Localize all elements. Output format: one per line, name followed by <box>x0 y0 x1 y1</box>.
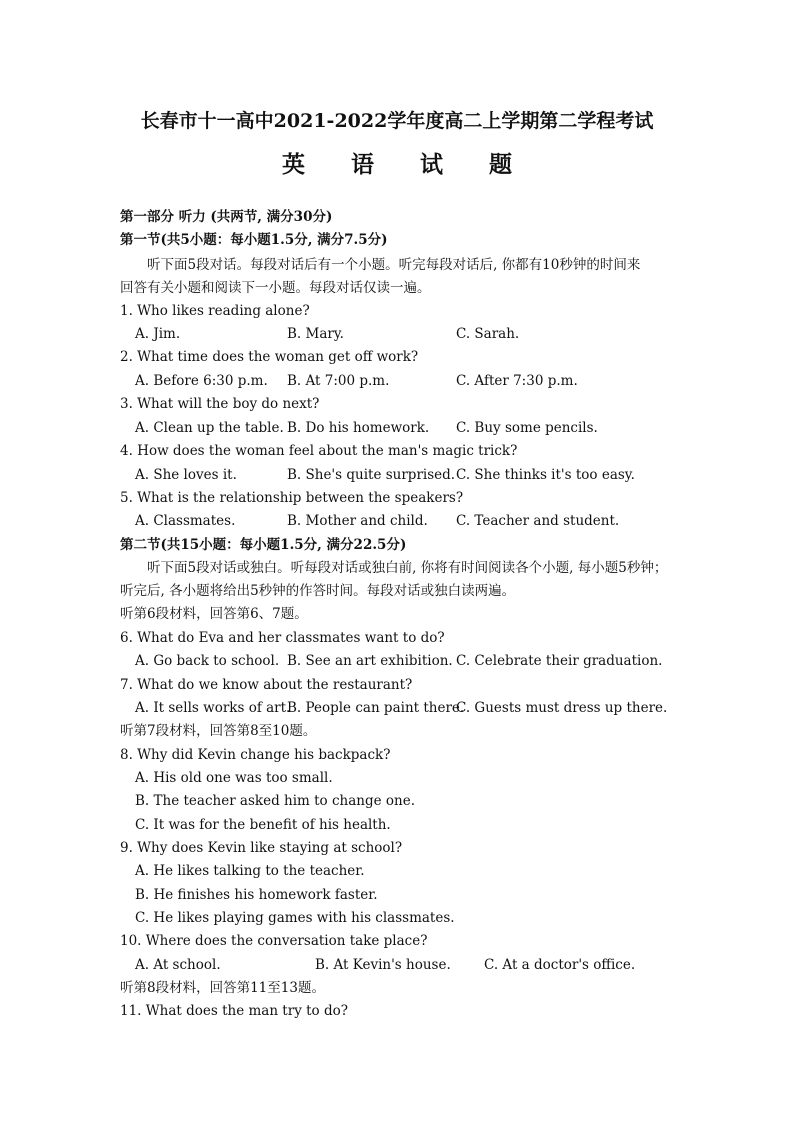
subject-char: 英 <box>282 151 305 178</box>
question-1: 1. Who likes reading alone? <box>120 303 310 319</box>
q6-option-c: C. Celebrate their graduation. <box>456 653 663 669</box>
subject-char: 语 <box>351 151 374 178</box>
part1-heading: 第一部分 听力 (共两节, 满分30分) <box>120 209 333 225</box>
q2-option-a: A. Before 6:30 p.m. <box>135 373 268 389</box>
section2-instructions-2: 听完后, 各小题将给出5秒钟的作答时间。每段对话或独白读两遍。 <box>120 583 516 599</box>
q8-option-a: A. His old one was too small. <box>135 770 333 786</box>
question-2: 2. What time does the woman get off work? <box>120 349 419 365</box>
section2-heading: 第二节(共15小题：每小题1.5分, 满分22.5分) <box>120 537 407 553</box>
material-7-instruction: 听第7段材料，回答第8至10题。 <box>120 723 317 739</box>
question-8: 8. Why did Kevin change his backpack? <box>120 747 391 763</box>
q2-option-c: C. After 7:30 p.m. <box>456 373 578 389</box>
q4-option-c: C. She thinks it's too easy. <box>456 467 635 483</box>
q3-option-c: C. Buy some pencils. <box>456 420 598 436</box>
q8-option-b: B. The teacher asked him to change one. <box>135 793 415 809</box>
q4-option-a: A. She loves it. <box>135 467 237 483</box>
q9-option-c: C. He likes playing games with his classmates. <box>135 910 455 926</box>
q5-option-a: A. Classmates. <box>135 513 236 529</box>
q6-option-a: A. Go back to school. <box>135 653 280 669</box>
section2-instructions-1: 听下面5段对话或独白。听每段对话或独白前, 你将有时间阅读各个小题, 每小题5秒钟； <box>147 560 668 576</box>
q10-option-b: B. At Kevin's house. <box>315 957 451 973</box>
section1-instructions-2: 回答有关小题和阅读下一小题。每段对话仅读一遍。 <box>120 280 431 296</box>
section1-instructions-1: 听下面5段对话。每段对话后有一个小题。听完每段对话后, 你都有10秒钟的时间来 <box>147 257 641 273</box>
q7-option-b: B. People can paint there. <box>287 700 465 716</box>
q4-option-b: B. She's quite surprised. <box>287 467 456 483</box>
q5-option-b: B. Mother and child. <box>287 513 428 529</box>
section1-heading: 第一节(共5小题：每小题1.5分, 满分7.5分) <box>120 232 388 248</box>
q1-option-b: B. Mary. <box>287 326 344 342</box>
q3-option-b: B. Do his homework. <box>287 420 430 436</box>
subject-char: 试 <box>420 151 443 178</box>
q10-option-c: C. At a doctor's office. <box>484 957 636 973</box>
subject-char: 题 <box>489 151 512 178</box>
question-9: 9. Why does Kevin like staying at school? <box>120 840 403 856</box>
q2-option-b: B. At 7:00 p.m. <box>287 373 390 389</box>
q3-option-a: A. Clean up the table. <box>135 420 284 436</box>
question-4: 4. How does the woman feel about the man's magic trick? <box>120 443 518 459</box>
q7-option-a: A. It sells works of art. <box>135 700 291 716</box>
question-3: 3. What will the boy do next? <box>120 396 320 412</box>
q9-option-a: A. He likes talking to the teacher. <box>135 863 365 879</box>
q5-option-c: C. Teacher and student. <box>456 513 620 529</box>
subject-title <box>0 146 794 179</box>
question-7: 7. What do we know about the restaurant? <box>120 677 413 693</box>
material-8-instruction: 听第8段材料，回答第11至13题。 <box>120 980 325 996</box>
question-10: 10. Where does the conversation take place? <box>120 933 428 949</box>
q1-option-a: A. Jim. <box>135 326 181 342</box>
question-6: 6. What do Eva and her classmates want to do? <box>120 630 445 646</box>
q9-option-b: B. He finishes his homework faster. <box>135 887 378 903</box>
material-6-instruction: 听第6段材料，回答第6、7题。 <box>120 606 308 622</box>
exam-title: 长春市十一高中2021-2022学年度高二上学期第二学程考试 <box>140 110 654 132</box>
q1-option-c: C. Sarah. <box>456 326 520 342</box>
q8-option-c: C. It was for the benefit of his health. <box>135 817 391 833</box>
q10-option-a: A. At school. <box>135 957 221 973</box>
q6-option-b: B. See an art exhibition. <box>287 653 453 669</box>
q7-option-c: C. Guests must dress up there. <box>456 700 668 716</box>
question-11: 11. What does the man try to do? <box>120 1003 348 1019</box>
question-5: 5. What is the relationship between the speakers? <box>120 490 464 506</box>
